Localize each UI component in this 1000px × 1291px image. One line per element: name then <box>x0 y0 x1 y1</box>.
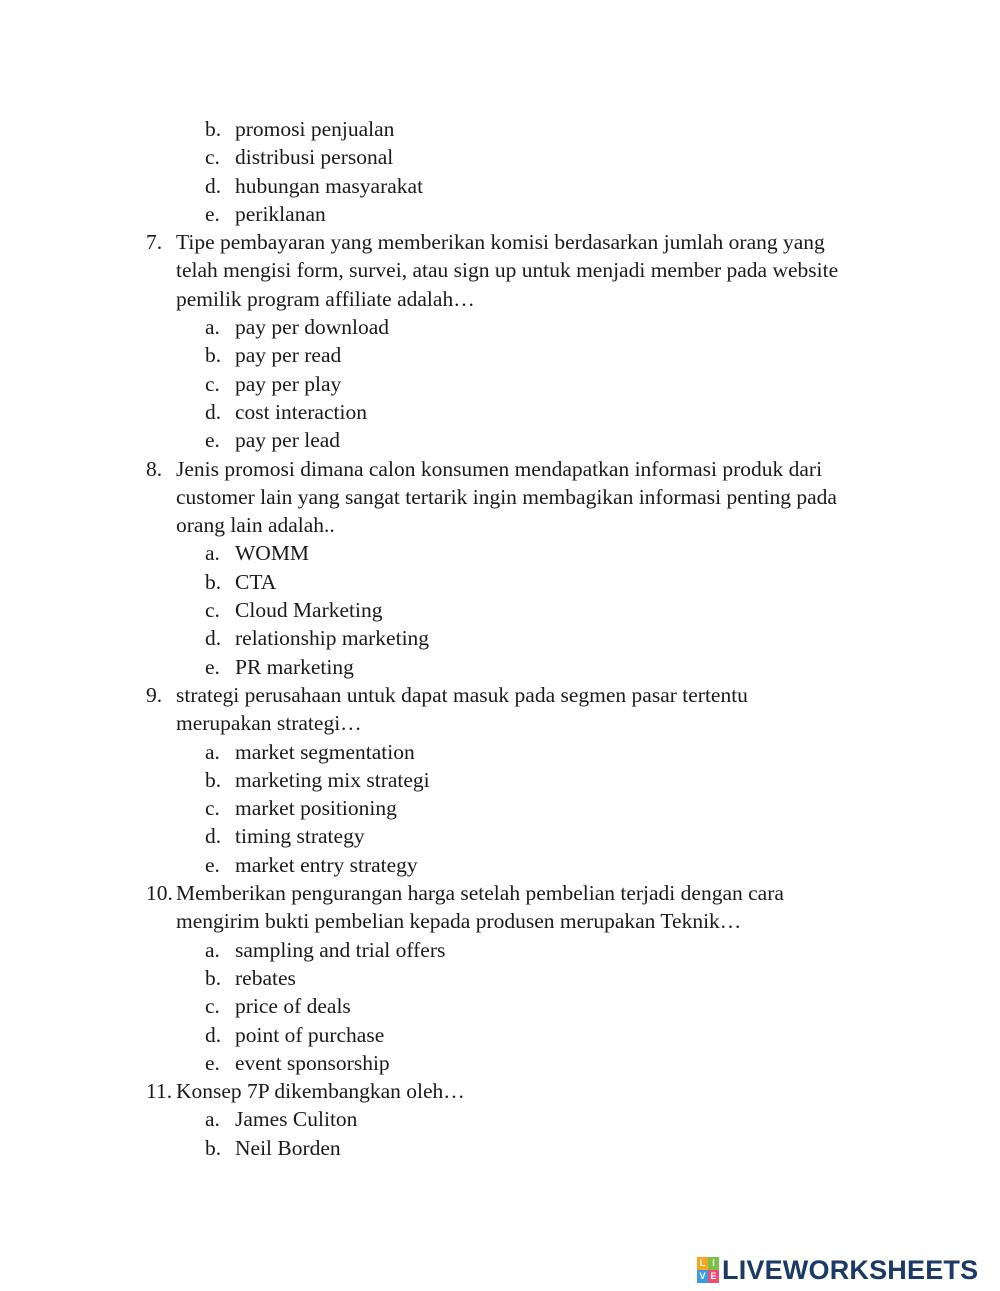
question-text: pemilik program affiliate adalah… <box>176 286 475 311</box>
option-text: rebates <box>235 965 296 990</box>
question-line <box>0 455 1000 483</box>
option-text: PR marketing <box>235 654 354 679</box>
answer-option[interactable] <box>0 426 1000 454</box>
option-letter: d. <box>205 626 222 651</box>
option-letter: e. <box>205 654 220 679</box>
option-text: Neil Borden <box>235 1135 341 1160</box>
answer-option[interactable] <box>0 1021 1000 1049</box>
answer-option[interactable] <box>0 398 1000 426</box>
question-line <box>0 879 1000 907</box>
option-text: timing strategy <box>235 824 365 849</box>
answer-option[interactable] <box>0 115 1000 143</box>
answer-option[interactable] <box>0 1049 1000 1077</box>
question-text: orang lain adalah.. <box>176 513 335 538</box>
option-letter: a. <box>205 937 220 962</box>
question-line <box>0 1077 1000 1105</box>
answer-option[interactable] <box>0 341 1000 369</box>
answer-option[interactable] <box>0 766 1000 794</box>
question-text: telah mengisi form, survei, atau sign up untuk menjadi member pada website <box>176 258 839 283</box>
answer-option[interactable] <box>0 936 1000 964</box>
option-letter: d. <box>205 1022 222 1047</box>
answer-option[interactable] <box>0 313 1000 341</box>
option-text: sampling and trial offers <box>235 937 446 962</box>
option-text: price of deals <box>235 994 351 1019</box>
option-letter: d. <box>205 399 222 424</box>
question-text: strategi perusahaan untuk dapat masuk pada segmen pasar tertentu <box>176 682 748 707</box>
answer-option[interactable] <box>0 370 1000 398</box>
question-line <box>0 511 1000 539</box>
option-letter: e. <box>205 201 220 226</box>
option-text: pay per play <box>235 371 342 396</box>
option-letter: d. <box>205 824 222 849</box>
question-text: Tipe pembayaran yang memberikan komisi berdasarkan jumlah orang yang <box>176 230 825 255</box>
question-text: Konsep 7P dikembangkan oleh… <box>176 1079 465 1104</box>
option-text: relationship marketing <box>235 626 430 651</box>
question-number: 8. <box>146 456 163 481</box>
logo-icon-tile: I <box>708 1257 719 1270</box>
option-letter: b. <box>205 767 222 792</box>
option-text: hubungan masyarakat <box>235 173 424 198</box>
answer-option[interactable] <box>0 851 1000 879</box>
option-text: James Culiton <box>235 1107 358 1132</box>
answer-option[interactable] <box>0 596 1000 624</box>
option-letter: c. <box>205 598 220 623</box>
option-letter: c. <box>205 145 220 170</box>
answer-option[interactable] <box>0 200 1000 228</box>
question-number: 9. <box>146 682 163 707</box>
option-letter: a. <box>205 541 220 566</box>
option-text: Cloud Marketing <box>235 598 383 623</box>
question-line <box>0 228 1000 256</box>
worksheet-page <box>0 115 1000 1162</box>
answer-option[interactable] <box>0 1134 1000 1162</box>
option-letter: b. <box>205 1135 222 1160</box>
question-line <box>0 483 1000 511</box>
option-text: point of purchase <box>235 1022 385 1047</box>
option-text: marketing mix strategi <box>235 767 430 792</box>
question-line <box>0 256 1000 284</box>
option-letter: a. <box>205 1107 220 1132</box>
liveworksheets-logo-text: LIVEWORKSHEETS <box>722 1255 979 1285</box>
question-line <box>0 709 1000 737</box>
question-number: 10. <box>146 881 173 906</box>
option-text: market entry strategy <box>235 852 418 877</box>
option-text: distribusi personal <box>235 145 394 170</box>
option-text: event sponsorship <box>235 1050 390 1075</box>
option-letter: b. <box>205 343 222 368</box>
logo-icon-tile: E <box>708 1270 719 1283</box>
option-text: cost interaction <box>235 399 367 424</box>
liveworksheets-logo <box>697 1253 978 1287</box>
liveworksheets-logo-icon <box>697 1257 719 1283</box>
answer-option[interactable] <box>0 822 1000 850</box>
option-letter: c. <box>205 796 220 821</box>
option-letter: a. <box>205 739 220 764</box>
option-letter: e. <box>205 1050 220 1075</box>
option-letter: e. <box>205 852 220 877</box>
option-text: market positioning <box>235 796 397 821</box>
question-number: 11. <box>146 1079 173 1104</box>
logo-icon-tile: V <box>697 1270 708 1283</box>
question-text: Jenis promosi dimana calon konsumen mendapatkan informasi produk dari <box>176 456 823 481</box>
answer-option[interactable] <box>0 172 1000 200</box>
question-text: customer lain yang sangat tertarik ingin membagikan informasi penting pada <box>176 484 837 509</box>
option-letter: a. <box>205 315 220 340</box>
question-text: mengirim bukti pembelian kepada produsen merupakan Teknik… <box>176 909 742 934</box>
logo-icon-tile: L <box>697 1257 708 1270</box>
answer-option[interactable] <box>0 143 1000 171</box>
option-text: pay per download <box>235 315 390 340</box>
question-number: 7. <box>146 230 163 255</box>
option-text: pay per read <box>235 343 342 368</box>
answer-option[interactable] <box>0 1105 1000 1133</box>
option-letter: c. <box>205 994 220 1019</box>
answer-option[interactable] <box>0 992 1000 1020</box>
answer-option[interactable] <box>0 624 1000 652</box>
option-letter: b. <box>205 117 222 141</box>
answer-option[interactable] <box>0 738 1000 766</box>
answer-option[interactable] <box>0 653 1000 681</box>
option-text: CTA <box>235 569 277 594</box>
question-text: Memberikan pengurangan harga setelah pembelian terjadi dengan cara <box>176 881 784 906</box>
option-letter: c. <box>205 371 220 396</box>
question-line <box>0 285 1000 313</box>
option-letter: e. <box>205 428 220 453</box>
option-letter: b. <box>205 569 222 594</box>
option-letter: d. <box>205 173 222 198</box>
question-line <box>0 681 1000 709</box>
question-line <box>0 907 1000 935</box>
answer-option[interactable] <box>0 568 1000 596</box>
option-text: pay per lead <box>235 428 341 453</box>
option-letter: b. <box>205 965 222 990</box>
question-text: merupakan strategi… <box>176 711 362 736</box>
option-text: periklanan <box>235 201 326 226</box>
answer-option[interactable] <box>0 964 1000 992</box>
option-text: market segmentation <box>235 739 415 764</box>
answer-option[interactable] <box>0 794 1000 822</box>
answer-option[interactable] <box>0 539 1000 567</box>
option-text: WOMM <box>235 541 310 566</box>
option-text: promosi penjualan <box>235 117 395 141</box>
